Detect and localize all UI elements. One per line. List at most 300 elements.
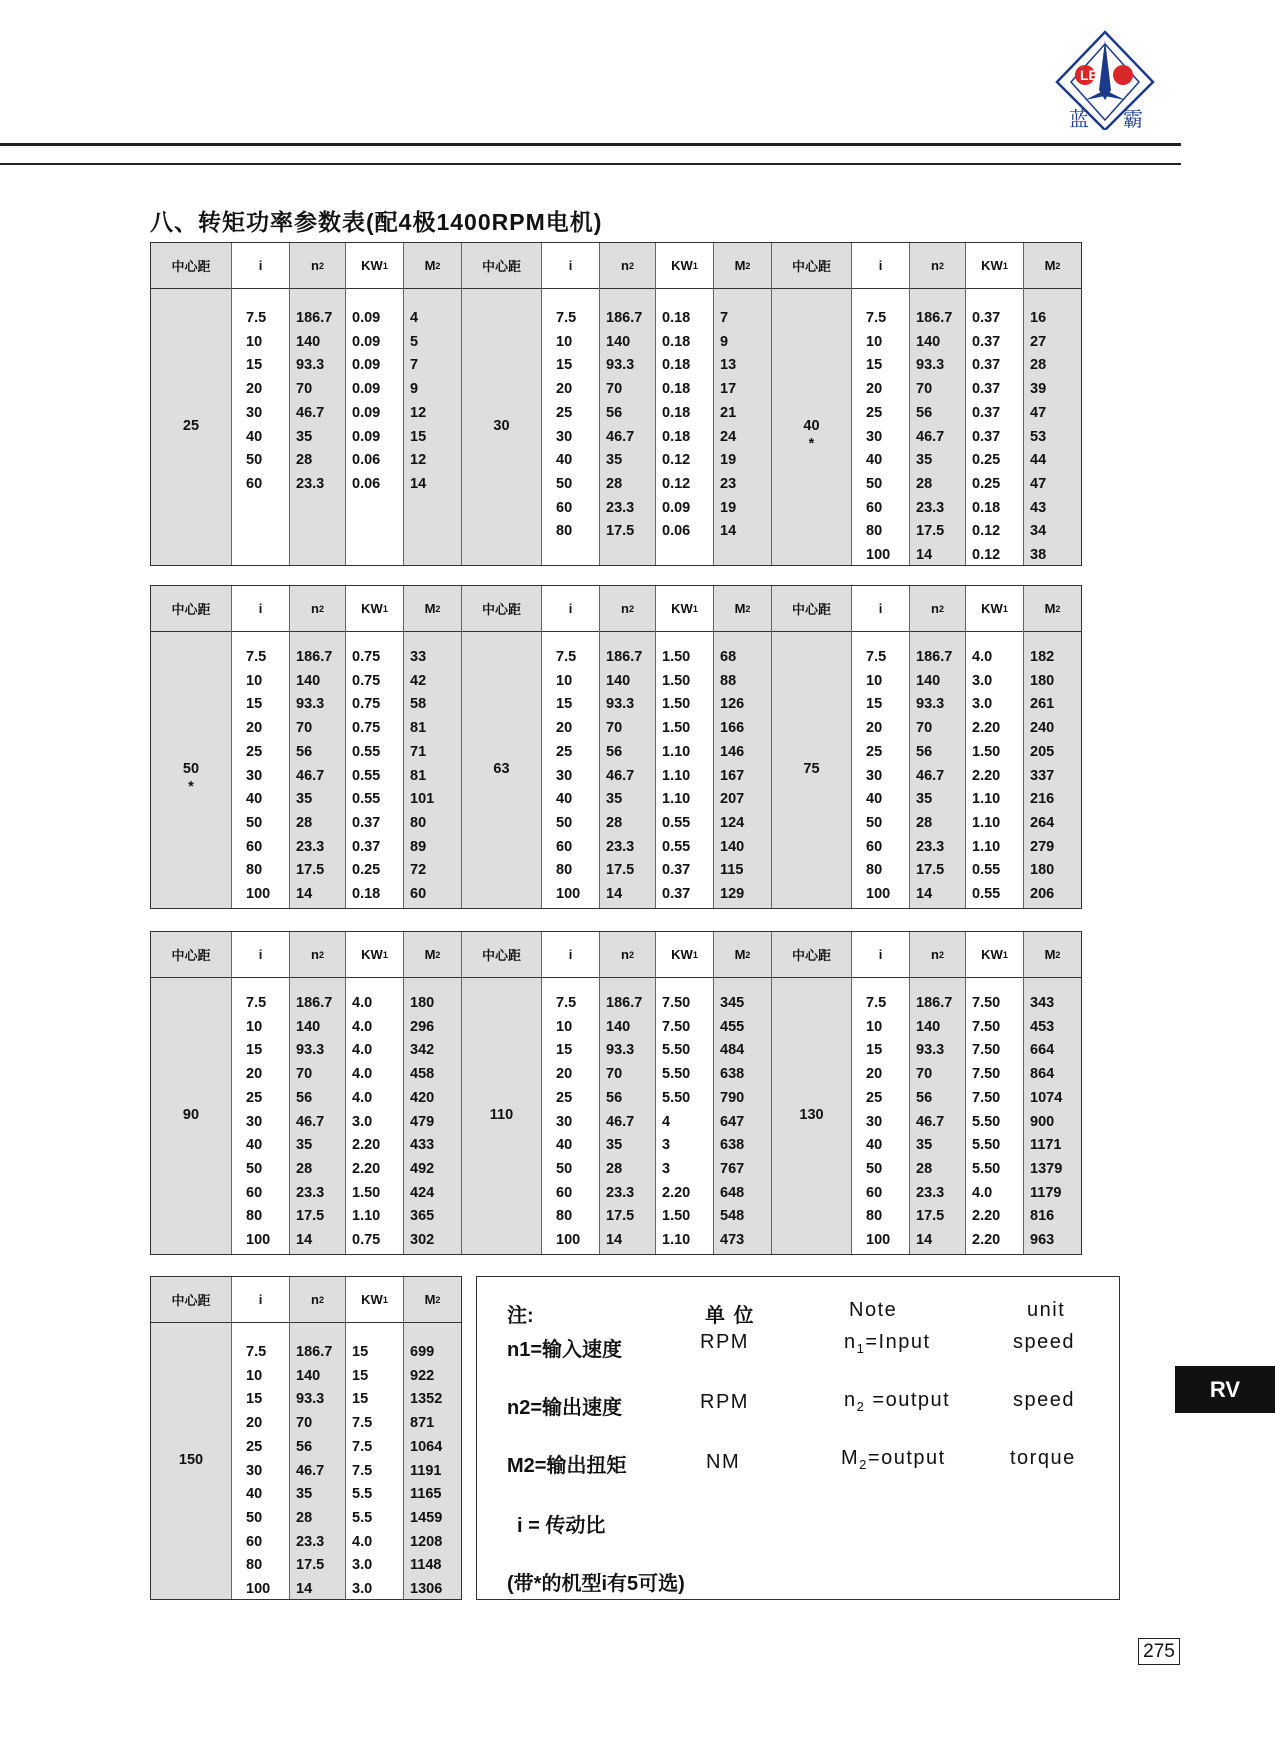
column-header-label: KW <box>361 947 383 962</box>
center-distance-text: 63 <box>493 761 510 777</box>
column-cells <box>462 978 541 1254</box>
cell-kw: 0.55 <box>352 767 381 784</box>
center-distance-text: 150 <box>178 1452 204 1468</box>
cell-kw: 0.09 <box>352 333 381 350</box>
cell-n2: 35 <box>296 791 313 808</box>
cell-m2: 922 <box>410 1367 435 1384</box>
cell-n2: 93.3 <box>296 696 325 713</box>
note-row-cn: M2=输出扭矩 <box>507 1455 627 1477</box>
cell-i: 80 <box>866 1208 883 1225</box>
cell-m2: 638 <box>720 1066 745 1083</box>
cell-kw: 3.0 <box>352 1581 373 1597</box>
cell-n2: 14 <box>606 1232 623 1248</box>
center-distance-value <box>772 1106 851 1124</box>
cell-m2: 180 <box>1030 672 1055 689</box>
cell-m2: 12 <box>410 404 427 421</box>
cell-n2: 46.7 <box>296 404 325 421</box>
table-column-m2 <box>1023 932 1081 1254</box>
cell-m2: 12 <box>410 452 427 469</box>
column-header-label: n <box>311 601 319 616</box>
center-distance-value <box>151 760 231 796</box>
cell-m2: 166 <box>720 720 745 737</box>
cell-n2: 17.5 <box>296 862 325 879</box>
column-header-label: KW <box>981 947 1003 962</box>
cell-n2: 93.3 <box>916 696 945 713</box>
table-column-center-distance <box>461 243 541 565</box>
column-header <box>600 243 655 289</box>
cell-m2: 207 <box>720 791 745 808</box>
center-distance-text: * <box>808 436 815 452</box>
cell-m2: 647 <box>720 1113 745 1130</box>
cell-m2: 206 <box>1030 886 1055 902</box>
column-header <box>910 243 965 289</box>
cell-m2: 1064 <box>410 1438 443 1455</box>
column-header-label: 中心距 <box>481 948 521 963</box>
cell-n2: 46.7 <box>606 428 635 445</box>
cell-kw: 2.20 <box>352 1137 381 1154</box>
cell-i: 50 <box>556 475 573 492</box>
cell-n2: 46.7 <box>296 1462 325 1479</box>
column-header-subscript: 2 <box>628 603 634 614</box>
cell-kw: 0.12 <box>662 475 691 492</box>
cell-i: 10 <box>556 672 573 689</box>
cell-m2: 182 <box>1030 649 1055 665</box>
cell-i: 60 <box>246 1184 263 1201</box>
column-header-subscript: 2 <box>1055 260 1061 271</box>
cell-n2: 14 <box>296 1581 313 1597</box>
cell-i: 40 <box>556 1137 573 1154</box>
cell-i: 50 <box>556 814 573 831</box>
cell-kw: 7.50 <box>972 1018 1001 1035</box>
column-header-subscript: 2 <box>318 1294 324 1305</box>
cell-kw: 0.18 <box>662 333 691 350</box>
cell-i: 15 <box>866 1042 883 1059</box>
cell-i: 40 <box>246 428 263 445</box>
column-cells <box>714 978 771 1254</box>
cell-kw: 7.50 <box>662 995 691 1011</box>
cell-m2: 648 <box>720 1184 745 1201</box>
cell-i: 10 <box>246 672 263 689</box>
cell-kw: 0.12 <box>972 547 1001 563</box>
cell-i: 50 <box>246 1509 263 1526</box>
cell-n2: 23.3 <box>916 1184 945 1201</box>
cell-kw: 0.09 <box>352 428 381 445</box>
cell-i: 25 <box>866 404 883 421</box>
cell-kw: 7.5 <box>352 1462 373 1479</box>
cell-i: 20 <box>556 1066 573 1083</box>
column-cells <box>1024 978 1081 1254</box>
cell-n2: 35 <box>296 428 313 445</box>
column-header-subscript: 1 <box>382 603 388 614</box>
table-column-n2 <box>289 586 345 908</box>
column-header <box>714 586 771 632</box>
cell-kw: 0.37 <box>972 310 1001 326</box>
cell-kw: 0.37 <box>352 838 381 855</box>
table-column-m2 <box>403 1277 461 1599</box>
cell-m2: 89 <box>410 838 427 855</box>
cell-kw: 7.5 <box>352 1415 373 1432</box>
cell-kw: 1.50 <box>972 743 1001 760</box>
cell-i: 7.5 <box>556 310 577 326</box>
table-column-n2 <box>909 932 965 1254</box>
logo-chinese-left: 蓝 <box>1069 107 1089 130</box>
center-distance-text: 25 <box>182 418 200 434</box>
table-column-n2 <box>289 1277 345 1599</box>
column-header-subscript: 2 <box>938 603 944 614</box>
column-header <box>772 932 851 978</box>
column-header-label: i <box>258 1292 263 1307</box>
cell-m2: 81 <box>410 767 427 784</box>
cell-i: 80 <box>866 523 883 540</box>
column-header <box>1024 932 1081 978</box>
cell-n2: 28 <box>606 1160 623 1177</box>
cell-kw: 0.18 <box>972 499 1001 516</box>
cell-kw: 2.20 <box>972 1208 1001 1225</box>
cell-n2: 17.5 <box>606 523 635 540</box>
notes-unit-en: unit <box>1027 1299 1066 1321</box>
cell-m2: 47 <box>1030 475 1047 492</box>
cell-kw: 7.50 <box>972 995 1001 1011</box>
column-header-label: i <box>878 947 883 962</box>
column-header <box>656 586 713 632</box>
cell-m2: 115 <box>720 862 744 879</box>
notes-heading-cn: 注: <box>507 1305 534 1327</box>
table-column-ratio <box>231 932 289 1254</box>
center-distance-value <box>772 417 851 453</box>
cell-i: 80 <box>246 1557 263 1574</box>
cell-n2: 93.3 <box>916 1042 945 1059</box>
cell-i: 15 <box>246 696 263 713</box>
table-column-ratio <box>541 243 599 565</box>
column-header-label: n <box>931 601 939 616</box>
center-distance-value <box>462 760 541 778</box>
cell-n2: 17.5 <box>606 1208 635 1225</box>
cell-i: 100 <box>866 547 891 563</box>
column-cells <box>232 1323 289 1599</box>
column-header-subscript: 2 <box>745 603 751 614</box>
column-header-label: 中心距 <box>481 259 521 274</box>
cell-i: 30 <box>866 428 883 445</box>
cell-m2: 13 <box>720 357 737 374</box>
column-header-label: 中心距 <box>791 259 831 274</box>
column-header <box>404 1277 461 1323</box>
notes-box <box>476 1276 1120 1600</box>
column-cells <box>910 978 965 1254</box>
table-column-center-distance <box>151 243 231 565</box>
cell-i: 100 <box>246 1581 271 1597</box>
cell-m2: 900 <box>1030 1113 1055 1130</box>
column-header-subscript: 2 <box>628 949 634 960</box>
column-cells <box>346 632 403 908</box>
parameter-table <box>150 242 1082 566</box>
column-header <box>852 243 909 289</box>
column-header-label: n <box>311 1292 319 1307</box>
table-column-kw <box>345 932 403 1254</box>
cell-i: 50 <box>246 1160 263 1177</box>
cell-i: 15 <box>556 696 573 713</box>
cell-n2: 17.5 <box>296 1208 325 1225</box>
cell-m2: 38 <box>1030 547 1047 563</box>
cell-n2: 46.7 <box>606 767 635 784</box>
cell-m2: 126 <box>720 696 745 713</box>
column-cells <box>966 978 1023 1254</box>
column-header <box>151 243 231 289</box>
cell-i: 20 <box>246 720 263 737</box>
table-column-center-distance <box>461 586 541 908</box>
cell-i: 20 <box>866 381 883 398</box>
column-cells <box>290 1323 345 1599</box>
cell-kw: 0.55 <box>352 791 381 808</box>
column-header <box>404 932 461 978</box>
cell-i: 15 <box>866 357 883 374</box>
cell-kw: 3.0 <box>972 672 993 689</box>
cell-kw: 4.0 <box>352 1018 373 1035</box>
cell-kw: 0.18 <box>662 428 691 445</box>
cell-kw: 4 <box>662 1113 671 1130</box>
cell-n2: 17.5 <box>606 862 635 879</box>
cell-n2: 186.7 <box>606 649 643 665</box>
cell-m2: 129 <box>720 886 745 902</box>
cell-i: 30 <box>246 1462 263 1479</box>
cell-kw: 3 <box>662 1137 671 1154</box>
cell-m2: 140 <box>720 838 745 855</box>
table-column-n2 <box>599 932 655 1254</box>
column-header <box>151 932 231 978</box>
cell-i: 40 <box>866 1137 883 1154</box>
column-header-label: M <box>1044 601 1056 616</box>
cell-n2: 186.7 <box>916 649 953 665</box>
table-column-m2 <box>403 586 461 908</box>
table-column-kw <box>655 586 713 908</box>
column-cells <box>600 289 655 565</box>
cell-n2: 140 <box>296 1018 321 1035</box>
cell-kw: 0.18 <box>662 357 691 374</box>
column-header <box>966 586 1023 632</box>
column-header-label: KW <box>361 601 383 616</box>
cell-m2: 343 <box>1030 995 1055 1011</box>
column-header-subscript: 2 <box>628 260 634 271</box>
cell-i: 60 <box>556 838 573 855</box>
column-header-label: M <box>1044 947 1056 962</box>
cell-kw: 0.09 <box>352 404 381 421</box>
table-column-ratio <box>851 932 909 1254</box>
center-distance-value <box>151 1451 231 1469</box>
cell-n2: 70 <box>296 381 313 398</box>
cell-n2: 35 <box>916 452 933 469</box>
cell-m2: 1306 <box>410 1581 443 1597</box>
cell-i: 7.5 <box>556 649 577 665</box>
column-header-label: n <box>931 947 939 962</box>
table-column-ratio <box>231 1277 289 1599</box>
cell-m2: 60 <box>410 886 427 902</box>
cell-i: 20 <box>246 381 263 398</box>
column-header-subscript: 2 <box>1055 949 1061 960</box>
cell-m2: 167 <box>720 767 745 784</box>
center-distance-value <box>151 1106 231 1124</box>
cell-i: 50 <box>246 814 263 831</box>
column-header-subscript: 1 <box>382 949 388 960</box>
cell-i: 7.5 <box>246 649 267 665</box>
cell-i: 20 <box>246 1415 263 1432</box>
column-header <box>346 243 403 289</box>
cell-kw: 4.0 <box>352 995 373 1011</box>
cell-i: 60 <box>246 838 263 855</box>
cell-kw: 0.18 <box>662 404 691 421</box>
cell-n2: 28 <box>916 814 933 831</box>
column-header-subscript: 1 <box>692 260 698 271</box>
page-number: 275 <box>1138 1638 1180 1665</box>
column-header-label: KW <box>671 601 693 616</box>
cell-n2: 35 <box>606 452 623 469</box>
cell-m2: 88 <box>720 672 737 689</box>
cell-kw: 7.50 <box>972 1066 1001 1083</box>
cell-kw: 1.10 <box>662 767 691 784</box>
cell-n2: 35 <box>606 791 623 808</box>
cell-m2: 664 <box>1030 1042 1055 1059</box>
column-header-subscript: 2 <box>1055 603 1061 614</box>
column-header <box>656 243 713 289</box>
cell-m2: 216 <box>1030 791 1055 808</box>
note-row-unit: RPM <box>700 1331 749 1353</box>
table-column-m2 <box>1023 243 1081 565</box>
cell-i: 15 <box>246 1391 263 1408</box>
center-distance-text: * <box>188 779 194 795</box>
center-distance-text: 30 <box>493 418 510 434</box>
cell-n2: 140 <box>296 333 321 350</box>
cell-i: 10 <box>246 1367 263 1384</box>
column-header-label: i <box>568 601 573 616</box>
cell-n2: 35 <box>916 1137 933 1154</box>
cell-n2: 17.5 <box>296 1557 325 1574</box>
cell-n2: 14 <box>916 886 933 902</box>
parameter-table <box>150 585 1082 909</box>
cell-n2: 28 <box>296 814 313 831</box>
column-header-subscript: 2 <box>318 260 324 271</box>
cell-kw: 0.55 <box>662 814 691 831</box>
cell-kw: 5.5 <box>352 1509 373 1526</box>
cell-m2: 337 <box>1030 767 1055 784</box>
cell-kw: 1.10 <box>972 814 1001 831</box>
cell-n2: 14 <box>296 1232 313 1248</box>
cell-m2: 33 <box>410 649 427 665</box>
cell-m2: 365 <box>410 1208 435 1225</box>
column-cells <box>404 978 461 1254</box>
column-header <box>462 243 541 289</box>
cell-i: 60 <box>246 475 263 492</box>
column-header <box>542 586 599 632</box>
cell-n2: 46.7 <box>916 767 945 784</box>
cell-i: 20 <box>866 720 883 737</box>
cell-m2: 15 <box>410 428 427 445</box>
cell-i: 10 <box>866 333 883 350</box>
cell-m2: 101 <box>410 791 435 808</box>
cell-kw: 7.50 <box>972 1042 1001 1059</box>
column-header-subscript: 2 <box>435 603 441 614</box>
cell-i: 60 <box>866 499 883 516</box>
column-header-label: 中心距 <box>171 948 211 963</box>
cell-kw: 4.0 <box>352 1066 373 1083</box>
cell-m2: 342 <box>410 1042 435 1059</box>
column-header-subscript: 2 <box>435 260 441 271</box>
column-header-subscript: 2 <box>318 949 324 960</box>
cell-m2: 14 <box>410 475 427 492</box>
cell-kw: 0.25 <box>972 475 1001 492</box>
cell-kw: 0.75 <box>352 720 381 737</box>
column-header-label: i <box>568 258 573 273</box>
column-header-label: M <box>424 1292 436 1307</box>
table-column-kw <box>965 932 1023 1254</box>
cell-kw: 0.12 <box>662 452 691 469</box>
cell-i: 15 <box>246 357 263 374</box>
cell-n2: 70 <box>916 1066 933 1083</box>
table-column-n2 <box>289 243 345 565</box>
column-header <box>404 586 461 632</box>
cell-kw: 1.10 <box>972 791 1001 808</box>
table-column-n2 <box>909 243 965 565</box>
column-header-label: n <box>311 258 319 273</box>
cell-i: 25 <box>866 743 883 760</box>
cell-i: 100 <box>866 886 891 902</box>
note-row-en: $M_2=output$ <box>841 1447 946 1472</box>
cell-m2: 492 <box>410 1160 435 1177</box>
cell-kw: 15 <box>352 1391 369 1408</box>
cell-m2: 21 <box>720 404 737 421</box>
table-column-center-distance <box>151 1277 231 1599</box>
cell-n2: 93.3 <box>916 357 945 374</box>
column-header <box>656 932 713 978</box>
table-column-m2 <box>403 932 461 1254</box>
column-header-subscript: 2 <box>938 949 944 960</box>
cell-kw: 4.0 <box>352 1533 373 1550</box>
cell-i: 40 <box>246 791 263 808</box>
center-distance-value <box>462 1106 541 1124</box>
column-cells <box>151 289 231 565</box>
cell-kw: 0.09 <box>662 499 691 516</box>
column-header <box>232 243 289 289</box>
logo-chinese-right: 霸 <box>1123 107 1143 130</box>
column-header-label: KW <box>361 258 383 273</box>
column-header <box>714 932 771 978</box>
cell-m2: 9 <box>410 381 419 398</box>
column-header <box>232 1277 289 1323</box>
cell-kw: 0.37 <box>972 333 1001 350</box>
section-tab-rv: RV <box>1175 1366 1275 1413</box>
cell-m2: 420 <box>410 1089 435 1106</box>
cell-m2: 1171 <box>1030 1137 1062 1154</box>
cell-kw: 0.06 <box>352 475 381 492</box>
column-cells <box>151 1323 231 1599</box>
cell-i: 40 <box>866 791 883 808</box>
cell-n2: 93.3 <box>296 1391 325 1408</box>
cell-m2: 767 <box>720 1160 745 1177</box>
column-cells <box>1024 632 1081 908</box>
cell-n2: 14 <box>916 547 933 563</box>
table-column-ratio <box>541 932 599 1254</box>
column-header-label: KW <box>361 1292 383 1307</box>
cell-m2: 473 <box>720 1232 745 1248</box>
cell-m2: 864 <box>1030 1066 1055 1083</box>
column-cells <box>462 632 541 908</box>
table-column-center-distance <box>151 932 231 1254</box>
column-cells <box>772 632 851 908</box>
cell-kw: 0.37 <box>972 357 1001 374</box>
cell-n2: 28 <box>916 1160 933 1177</box>
cell-i: 7.5 <box>866 310 887 326</box>
column-header-label: M <box>424 258 436 273</box>
column-header-label: M <box>734 947 746 962</box>
cell-m2: 699 <box>410 1344 435 1360</box>
cell-i: 15 <box>246 1042 263 1059</box>
